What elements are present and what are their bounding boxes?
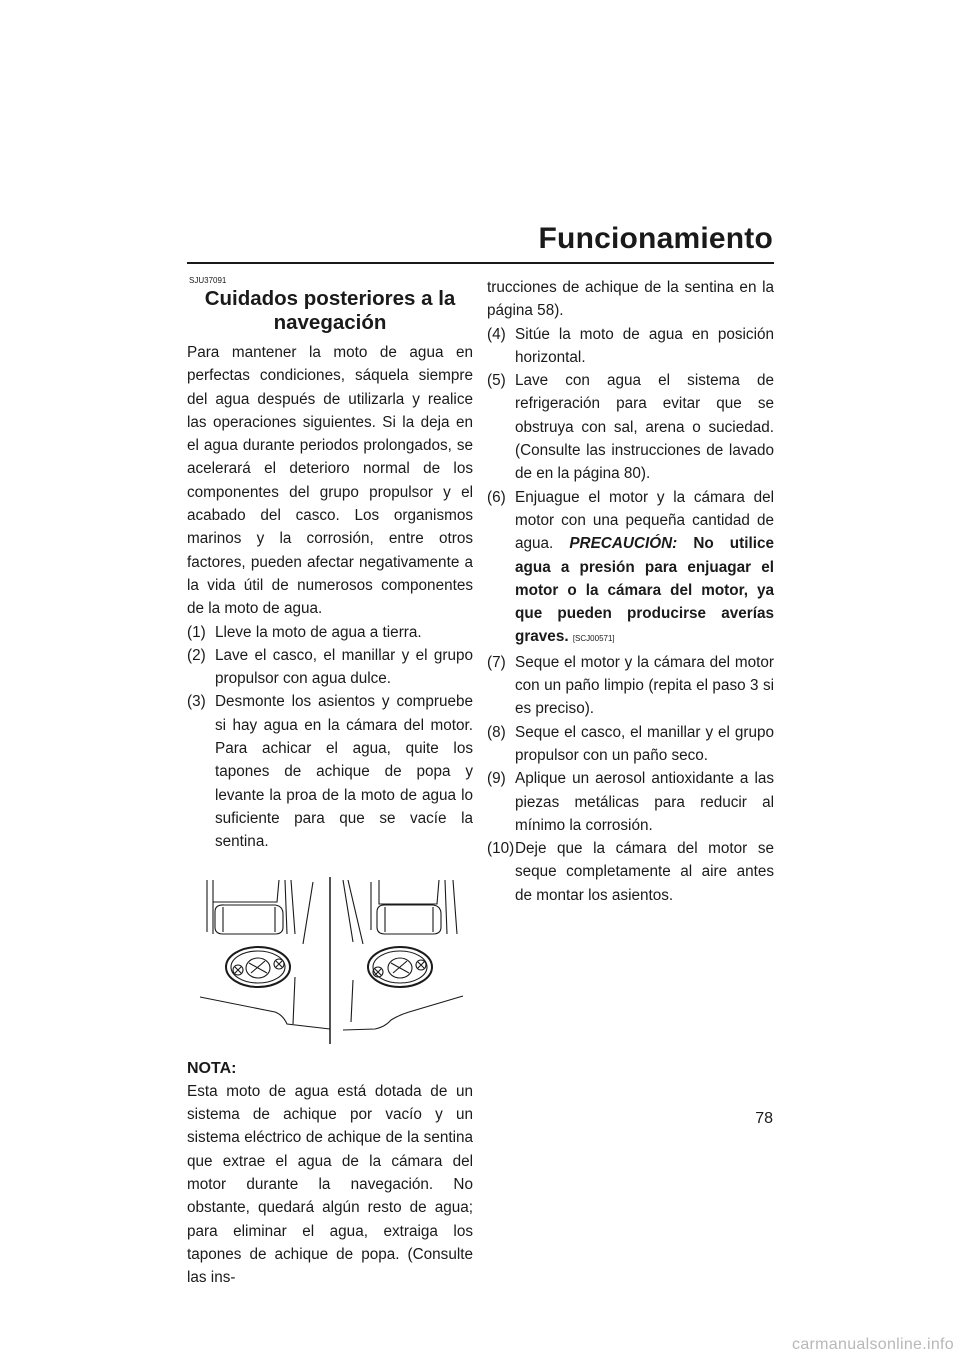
caution-label: PRECAUCIÓN: (569, 535, 678, 553)
left-view-icon (200, 880, 330, 1029)
step-number: (1) (187, 623, 206, 641)
step-text: Desmonte los asientos y compruebe si hay agua en la cámara del motor. Para achicar el agua, quite los tapones de achique de popa y levante la proa de la moto de agua lo suficiente para que se vacíe la sentina. (215, 693, 473, 851)
step-number: (5) (487, 372, 506, 390)
step-7 (487, 651, 774, 721)
step-text: Seque el motor y la cámara del motor con un paño limpio (repita el paso 3 si es preciso). (515, 653, 774, 718)
page-number: 78 (755, 1110, 773, 1127)
note-continued: trucciones de achique de la sentina en la página 58). (487, 279, 774, 320)
step-text: Deje que la cámara del motor se seque completamente al aire antes de montar los asientos. (515, 840, 774, 904)
step-1 (187, 621, 473, 644)
note-label: NOTA: (187, 1059, 237, 1077)
left-column (187, 276, 473, 1290)
section-title-line2: navegación (273, 311, 387, 334)
step-number: (7) (487, 653, 506, 671)
step-3 (187, 690, 473, 853)
step-6 (487, 486, 774, 651)
step-number: (10) (487, 840, 515, 858)
step-9 (487, 767, 774, 837)
step-text: Lleve la moto de agua a tierra. (215, 623, 422, 641)
page-header-title: Funcionamiento (538, 222, 773, 255)
step-number: (9) (487, 770, 506, 788)
step-8 (487, 721, 774, 768)
step-number: (8) (487, 723, 506, 741)
step-number: (2) (187, 646, 206, 664)
step-4 (487, 323, 774, 370)
watermark: carmanualsonline.info (792, 1336, 954, 1353)
header-rule (187, 262, 774, 264)
step-5 (487, 369, 774, 485)
bilge-plugs-illustration (195, 872, 465, 1047)
section-title (187, 287, 473, 335)
step-text: Sitúe la moto de agua en posición horizontal. (515, 325, 774, 366)
step-number: (6) (487, 488, 506, 506)
section-title-line1: Cuidados posteriores a la (204, 287, 456, 310)
caution-code: [SCJ00571] (572, 634, 615, 644)
step-text: Aplique un aerosol antioxidante a las piezas metálicas para reducir al mínimo la corrosión. (515, 770, 774, 834)
step-text: Enjuague el motor y la cámara del motor con una pequeña cantidad de agua. (515, 488, 774, 553)
step-text-group (515, 486, 774, 651)
right-column (487, 276, 774, 907)
step-text: Lave con agua el sistema de refrigeración para evitar que se obstruya con sal, arena o suciedad. (Consulte las instrucciones de lavado de en la página 80). (515, 372, 774, 483)
step-10 (487, 837, 774, 907)
step-number: (3) (187, 693, 206, 711)
caution-text: No utilice agua a presión para enjuagar el motor o la cámara del motor, ya que pueden producirse averías graves. (515, 535, 774, 646)
right-view-icon (343, 880, 463, 1030)
step-text: Seque el casco, el manillar y el grupo propulsor con un paño seco. (515, 723, 774, 764)
note-text: Esta moto de agua está dotada de un sistema de achique por vacío y un sistema eléctrico de achique de la sentina que extrae el agua de la cámara del motor durante la navegación. No obstante, quedará algún resto de agua; para eliminar el agua, extraiga los tapones de achique de popa. (Consulte las ins- (187, 1082, 473, 1287)
intro-paragraph: Para mantener la moto de agua en perfectas condiciones, sáquela siempre del agua después de utilizarla y realice las operaciones siguientes. Si la deja en el agua durante periodos prolongados, se acelerará el deterioro normal de los componentes del grupo propulsor y el acabado del casco. Los organismos marinos y la corrosión, entre otros factores, pueden afectar negativamente a la vida útil de numerosos componentes de la moto de agua. (187, 344, 473, 618)
step-number: (4) (487, 325, 506, 343)
step-2 (187, 644, 473, 691)
step-text: Lave el casco, el manillar y el grupo propulsor con agua dulce. (215, 646, 473, 688)
section-code: SJU37091 (189, 276, 227, 285)
